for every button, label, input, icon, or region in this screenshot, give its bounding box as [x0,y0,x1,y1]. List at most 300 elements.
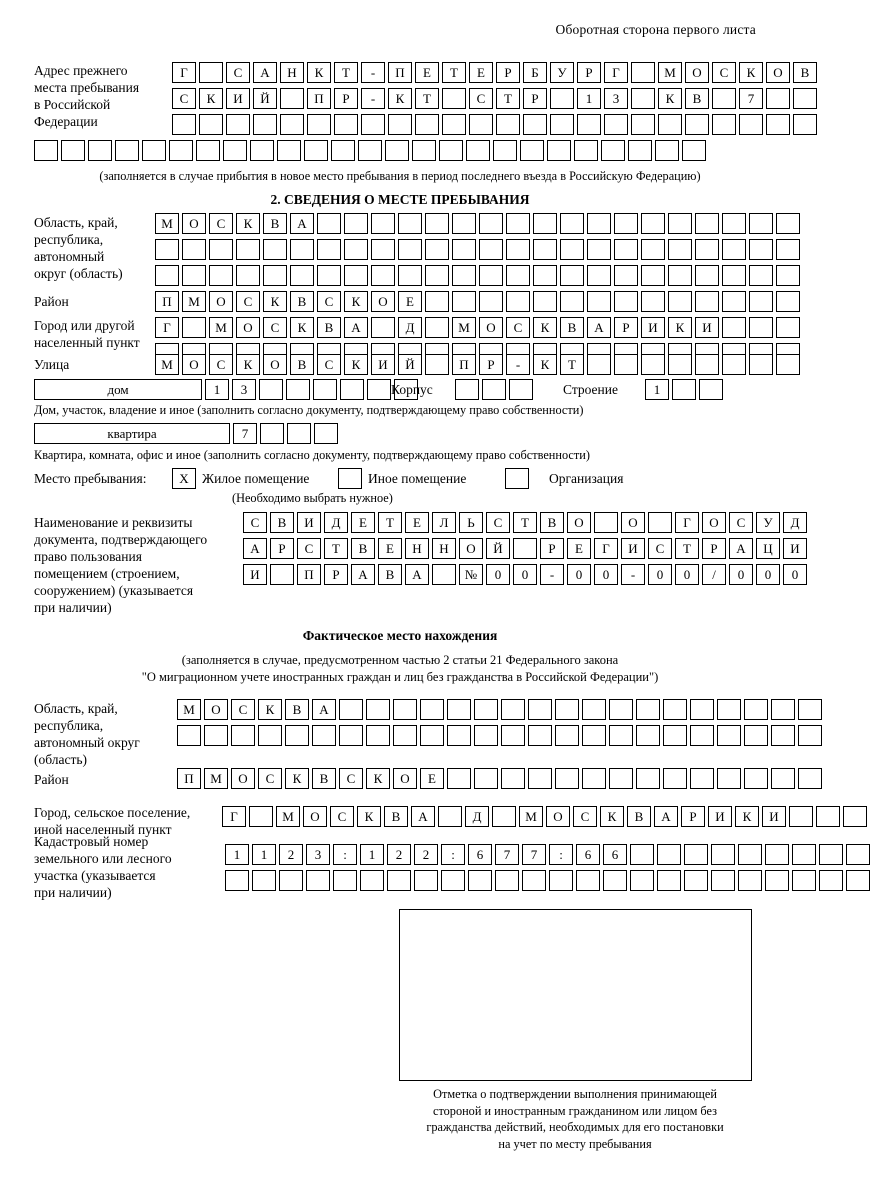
stroenie-cell-1[interactable]: 1 [645,379,669,400]
district-cell-14[interactable] [506,291,530,312]
document-row-1[interactable] [243,512,810,533]
prev-address-r1-cell-14[interactable]: Б [523,62,547,83]
flat-cell-3[interactable] [287,423,311,444]
actual-city-cell-13[interactable]: О [546,806,570,827]
document-r3-cell-1[interactable]: И [243,564,267,585]
city-r1-cell-8[interactable]: А [344,317,368,338]
prev-address-r4-cell-5[interactable] [142,140,166,161]
document-r1-cell-13[interactable]: О [567,512,591,533]
cadastral-r1-cell-14[interactable]: 6 [576,844,600,865]
street-cell-10[interactable]: Й [398,354,422,375]
district-cell-16[interactable] [560,291,584,312]
prev-address-r3-cell-17[interactable] [604,114,628,135]
actual-district-cell-10[interactable]: Е [420,768,444,789]
prev-address-r2-cell-22[interactable]: 7 [739,88,763,109]
region-r3-cell-9[interactable] [371,265,395,286]
actual-city-cell-1[interactable]: Г [222,806,246,827]
actual-district-cell-1[interactable]: П [177,768,201,789]
document-r2-cell-18[interactable]: Р [702,538,726,559]
district-cell-13[interactable] [479,291,503,312]
document-r1-cell-17[interactable]: Г [675,512,699,533]
prev-address-r2-cell-14[interactable]: Р [523,88,547,109]
city-r1-cell-12[interactable]: М [452,317,476,338]
street-cell-20[interactable] [668,354,692,375]
city-r1-cell-24[interactable] [776,317,800,338]
cadastral-r2-cell-21[interactable] [765,870,789,891]
prev-address-r1-cell-4[interactable]: А [253,62,277,83]
flat-cell-1[interactable]: 7 [233,423,257,444]
district-cell-1[interactable]: П [155,291,179,312]
document-r3-cell-20[interactable]: 0 [756,564,780,585]
prev-address-r2-cell-19[interactable]: К [658,88,682,109]
document-r2-cell-19[interactable]: А [729,538,753,559]
prev-address-r3-cell-9[interactable] [388,114,412,135]
prev-address-r1-cell-10[interactable]: Е [415,62,439,83]
prev-address-r1-cell-1[interactable]: Г [172,62,196,83]
cadastral-r2-cell-5[interactable] [333,870,357,891]
street-cell-9[interactable]: И [371,354,395,375]
cadastral-r2-cell-20[interactable] [738,870,762,891]
cadastral-r1-cell-3[interactable]: 2 [279,844,303,865]
region-r1-cell-5[interactable]: В [263,213,287,234]
cadastral-r2-cell-2[interactable] [252,870,276,891]
document-r3-cell-21[interactable]: 0 [783,564,807,585]
prev-address-r4-cell-12[interactable] [331,140,355,161]
actual-region-r1-cell-3[interactable]: С [231,699,255,720]
actual-city-cell-24[interactable] [843,806,867,827]
street-cell-24[interactable] [776,354,800,375]
region-r1-cell-22[interactable] [722,213,746,234]
actual-district-cell-17[interactable] [609,768,633,789]
document-r2-cell-20[interactable]: Ц [756,538,780,559]
checkbox-organizaciya[interactable] [505,468,529,489]
region-r1-cell-10[interactable] [398,213,422,234]
district-cell-19[interactable] [641,291,665,312]
actual-region-r2-cell-13[interactable] [501,725,525,746]
document-r2-cell-11[interactable] [513,538,537,559]
street-cell-11[interactable] [425,354,449,375]
street-cell-23[interactable] [749,354,773,375]
prev-address-r2-cell-24[interactable] [793,88,817,109]
region-r1-cell-8[interactable] [344,213,368,234]
cadastral-r1-cell-2[interactable]: 1 [252,844,276,865]
district-cell-5[interactable]: К [263,291,287,312]
cadastral-r1-cell-19[interactable] [711,844,735,865]
house-cell-5[interactable] [313,379,337,400]
prev-address-r1-cell-12[interactable]: Е [469,62,493,83]
prev-address-r2-cell-20[interactable]: В [685,88,709,109]
cadastral-r1-cell-15[interactable]: 6 [603,844,627,865]
prev-address-r1-cell-5[interactable]: Н [280,62,304,83]
actual-region-r1-cell-15[interactable] [555,699,579,720]
actual-district-cell-18[interactable] [636,768,660,789]
region-r2-cell-4[interactable] [236,239,260,260]
actual-city-cell-3[interactable]: М [276,806,300,827]
actual-region-r1-cell-22[interactable] [744,699,768,720]
prev-address-r3-cell-10[interactable] [415,114,439,135]
district-cell-3[interactable]: О [209,291,233,312]
prev-address-r4-cell-3[interactable] [88,140,112,161]
document-r2-cell-15[interactable]: И [621,538,645,559]
cadastral-r1-cell-24[interactable] [846,844,870,865]
actual-region-r2-cell-10[interactable] [420,725,444,746]
actual-region-r2-cell-1[interactable] [177,725,201,746]
prev-address-r3-cell-5[interactable] [280,114,304,135]
actual-region-r1-cell-11[interactable] [447,699,471,720]
cadastral-r2-cell-11[interactable] [495,870,519,891]
document-r1-cell-2[interactable]: В [270,512,294,533]
region-r3-cell-13[interactable] [479,265,503,286]
region-r2-cell-21[interactable] [695,239,719,260]
prev-address-r1-cell-24[interactable]: В [793,62,817,83]
actual-region-r2-cell-8[interactable] [366,725,390,746]
actual-region-r1-cell-24[interactable] [798,699,822,720]
region-row-1[interactable] [155,213,803,234]
korpus-cell-2[interactable] [482,379,506,400]
region-r3-cell-14[interactable] [506,265,530,286]
document-r3-cell-3[interactable]: П [297,564,321,585]
actual-district-cell-11[interactable] [447,768,471,789]
prev-address-r3-cell-1[interactable] [172,114,196,135]
cadastral-r2-cell-13[interactable] [549,870,573,891]
actual-city-cell-4[interactable]: О [303,806,327,827]
prev-address-r3-cell-4[interactable] [253,114,277,135]
prev-address-r4-cell-20[interactable] [547,140,571,161]
house-cell-1[interactable]: 1 [205,379,229,400]
region-r3-cell-20[interactable] [668,265,692,286]
actual-region-r2-cell-9[interactable] [393,725,417,746]
region-r2-cell-2[interactable] [182,239,206,260]
street-cell-3[interactable]: С [209,354,233,375]
cadastral-r1-cell-16[interactable] [630,844,654,865]
actual-city-cell-21[interactable]: И [762,806,786,827]
region-r2-cell-14[interactable] [506,239,530,260]
city-r1-cell-19[interactable]: И [641,317,665,338]
document-r1-cell-8[interactable]: Л [432,512,456,533]
actual-city-cell-2[interactable] [249,806,273,827]
prev-address-r4-cell-24[interactable] [655,140,679,161]
region-r3-cell-18[interactable] [614,265,638,286]
street-cell-5[interactable]: О [263,354,287,375]
actual-district-cell-14[interactable] [528,768,552,789]
actual-city-cell-7[interactable]: В [384,806,408,827]
prev-address-r3-cell-18[interactable] [631,114,655,135]
prev-address-r3-cell-3[interactable] [226,114,250,135]
prev-address-r3-cell-14[interactable] [523,114,547,135]
cadastral-r2-cell-9[interactable] [441,870,465,891]
region-r3-cell-17[interactable] [587,265,611,286]
actual-city-cell-17[interactable]: А [654,806,678,827]
region-r1-cell-12[interactable] [452,213,476,234]
prev-address-r1-cell-23[interactable]: О [766,62,790,83]
document-r2-cell-7[interactable]: Н [405,538,429,559]
region-r3-cell-2[interactable] [182,265,206,286]
prev-address-r2-cell-7[interactable]: Р [334,88,358,109]
actual-city-cell-11[interactable] [492,806,516,827]
actual-region-r2-cell-15[interactable] [555,725,579,746]
region-r1-cell-2[interactable]: О [182,213,206,234]
actual-region-r1-cell-4[interactable]: К [258,699,282,720]
cadastral-r1-cell-18[interactable] [684,844,708,865]
document-r3-cell-10[interactable]: 0 [486,564,510,585]
document-r1-cell-15[interactable]: О [621,512,645,533]
prev-address-r1-cell-11[interactable]: Т [442,62,466,83]
document-r3-cell-19[interactable]: 0 [729,564,753,585]
document-r3-cell-14[interactable]: 0 [594,564,618,585]
actual-region-r1-cell-10[interactable] [420,699,444,720]
prev-address-r3-cell-24[interactable] [793,114,817,135]
street-cell-19[interactable] [641,354,665,375]
prev-address-r1-cell-6[interactable]: К [307,62,331,83]
cadastral-r1-cell-23[interactable] [819,844,843,865]
city-r1-cell-13[interactable]: О [479,317,503,338]
actual-region-r2-cell-14[interactable] [528,725,552,746]
prev-address-r1-cell-9[interactable]: П [388,62,412,83]
korpus-cell-3[interactable] [509,379,533,400]
actual-city-cell-18[interactable]: Р [681,806,705,827]
prev-address-r1-cell-16[interactable]: Р [577,62,601,83]
actual-district-cell-6[interactable]: В [312,768,336,789]
prev-address-r1-cell-20[interactable]: О [685,62,709,83]
prev-address-r1-cell-2[interactable] [199,62,223,83]
prev-address-r4-cell-11[interactable] [304,140,328,161]
document-r3-cell-6[interactable]: В [378,564,402,585]
region-r2-cell-23[interactable] [749,239,773,260]
flat-number-row[interactable] [233,423,341,444]
region-r2-cell-6[interactable] [290,239,314,260]
stroenie-row[interactable] [645,379,726,400]
district-cell-2[interactable]: М [182,291,206,312]
actual-region-r2-cell-18[interactable] [636,725,660,746]
prev-address-r1-cell-22[interactable]: К [739,62,763,83]
actual-region-r2-cell-16[interactable] [582,725,606,746]
document-r2-cell-21[interactable]: И [783,538,807,559]
city-r1-cell-3[interactable]: М [209,317,233,338]
cadastral-r2-cell-15[interactable] [603,870,627,891]
street-cell-2[interactable]: О [182,354,206,375]
actual-region-r2-cell-21[interactable] [717,725,741,746]
region-r1-cell-7[interactable] [317,213,341,234]
actual-region-r1-cell-2[interactable]: О [204,699,228,720]
document-r1-cell-3[interactable]: И [297,512,321,533]
prev-address-r4-cell-2[interactable] [61,140,85,161]
cadastral-r1-cell-12[interactable]: 7 [522,844,546,865]
stroenie-cell-2[interactable] [672,379,696,400]
region-r3-cell-24[interactable] [776,265,800,286]
city-r1-cell-21[interactable]: И [695,317,719,338]
prev-address-r2-cell-13[interactable]: Т [496,88,520,109]
stamp-box[interactable] [399,909,752,1081]
city-r1-cell-15[interactable]: К [533,317,557,338]
prev-address-r4-cell-21[interactable] [574,140,598,161]
district-cell-23[interactable] [749,291,773,312]
actual-district-cell-22[interactable] [744,768,768,789]
actual-city-row[interactable] [222,806,870,827]
actual-region-r1-cell-16[interactable] [582,699,606,720]
prev-address-r2-cell-9[interactable]: К [388,88,412,109]
city-r1-cell-10[interactable]: Д [398,317,422,338]
region-r1-cell-15[interactable] [533,213,557,234]
actual-district-cell-2[interactable]: М [204,768,228,789]
city-r1-cell-5[interactable]: С [263,317,287,338]
district-cell-6[interactable]: В [290,291,314,312]
region-row-2[interactable] [155,239,803,260]
actual-city-cell-10[interactable]: Д [465,806,489,827]
flat-cell-4[interactable] [314,423,338,444]
prev-address-r3-cell-7[interactable] [334,114,358,135]
prev-address-r4-cell-22[interactable] [601,140,625,161]
actual-region-r2-cell-2[interactable] [204,725,228,746]
region-r3-cell-6[interactable] [290,265,314,286]
prev-address-r2-cell-12[interactable]: С [469,88,493,109]
house-number-row[interactable] [205,379,421,400]
korpus-cell-1[interactable] [455,379,479,400]
prev-address-r4-cell-19[interactable] [520,140,544,161]
cadastral-r2-cell-3[interactable] [279,870,303,891]
document-r1-cell-4[interactable]: Д [324,512,348,533]
actual-region-r1-cell-8[interactable] [366,699,390,720]
document-r3-cell-2[interactable] [270,564,294,585]
region-r2-cell-18[interactable] [614,239,638,260]
prev-address-r2-cell-3[interactable]: И [226,88,250,109]
prev-address-r4-cell-9[interactable] [250,140,274,161]
region-r2-cell-1[interactable] [155,239,179,260]
region-r1-cell-16[interactable] [560,213,584,234]
cadastral-r2-cell-12[interactable] [522,870,546,891]
checkbox-zhiloe[interactable]: Х [172,468,196,489]
region-r3-cell-7[interactable] [317,265,341,286]
district-cell-9[interactable]: О [371,291,395,312]
actual-district-cell-24[interactable] [798,768,822,789]
cadastral-r1-cell-8[interactable]: 2 [414,844,438,865]
prev-address-r2-cell-15[interactable] [550,88,574,109]
prev-address-r2-cell-4[interactable]: Й [253,88,277,109]
prev-address-row-1[interactable] [172,62,820,83]
cadastral-r1-cell-4[interactable]: 3 [306,844,330,865]
korpus-row[interactable] [455,379,536,400]
prev-address-r4-cell-14[interactable] [385,140,409,161]
city-r1-cell-20[interactable]: К [668,317,692,338]
region-r2-cell-5[interactable] [263,239,287,260]
prev-address-r2-cell-6[interactable]: П [307,88,331,109]
actual-region-r1-cell-17[interactable] [609,699,633,720]
region-r3-cell-5[interactable] [263,265,287,286]
actual-region-r2-cell-24[interactable] [798,725,822,746]
actual-region-row-1[interactable] [177,699,825,720]
document-r2-cell-17[interactable]: Т [675,538,699,559]
region-r2-cell-17[interactable] [587,239,611,260]
prev-address-r3-cell-21[interactable] [712,114,736,135]
document-r1-cell-21[interactable]: Д [783,512,807,533]
cadastral-r2-cell-18[interactable] [684,870,708,891]
document-r2-cell-13[interactable]: Е [567,538,591,559]
region-r2-cell-22[interactable] [722,239,746,260]
prev-address-r4-cell-13[interactable] [358,140,382,161]
document-r2-cell-3[interactable]: С [297,538,321,559]
house-cell-6[interactable] [340,379,364,400]
prev-address-row-3[interactable] [172,114,820,135]
prev-address-r1-cell-17[interactable]: Г [604,62,628,83]
region-r2-cell-3[interactable] [209,239,233,260]
document-r1-cell-9[interactable]: Ь [459,512,483,533]
city-r1-cell-16[interactable]: В [560,317,584,338]
actual-region-r2-cell-17[interactable] [609,725,633,746]
prev-address-r3-cell-8[interactable] [361,114,385,135]
district-cell-8[interactable]: К [344,291,368,312]
actual-region-r1-cell-20[interactable] [690,699,714,720]
actual-region-r1-cell-14[interactable] [528,699,552,720]
district-cell-21[interactable] [695,291,719,312]
region-r3-cell-11[interactable] [425,265,449,286]
region-r3-cell-12[interactable] [452,265,476,286]
street-cell-1[interactable]: М [155,354,179,375]
region-r1-cell-20[interactable] [668,213,692,234]
cadastral-r2-cell-22[interactable] [792,870,816,891]
actual-region-r1-cell-1[interactable]: М [177,699,201,720]
cadastral-r1-cell-10[interactable]: 6 [468,844,492,865]
checkbox-inoe[interactable] [338,468,362,489]
region-r3-cell-21[interactable] [695,265,719,286]
prev-address-r2-cell-23[interactable] [766,88,790,109]
document-r3-cell-5[interactable]: А [351,564,375,585]
house-cell-7[interactable] [367,379,391,400]
region-r1-cell-1[interactable]: М [155,213,179,234]
actual-region-r2-cell-4[interactable] [258,725,282,746]
street-cell-16[interactable]: Т [560,354,584,375]
prev-address-r4-cell-16[interactable] [439,140,463,161]
actual-region-r2-cell-3[interactable] [231,725,255,746]
street-cell-18[interactable] [614,354,638,375]
actual-district-cell-4[interactable]: С [258,768,282,789]
prev-address-r2-cell-10[interactable]: Т [415,88,439,109]
prev-address-row-2[interactable] [172,88,820,109]
document-r1-cell-20[interactable]: У [756,512,780,533]
region-r1-cell-21[interactable] [695,213,719,234]
house-cell-3[interactable] [259,379,283,400]
street-cell-15[interactable]: К [533,354,557,375]
actual-district-cell-15[interactable] [555,768,579,789]
document-r1-cell-14[interactable] [594,512,618,533]
street-cell-21[interactable] [695,354,719,375]
document-r3-cell-4[interactable]: Р [324,564,348,585]
cadastral-r2-cell-23[interactable] [819,870,843,891]
prev-address-r3-cell-11[interactable] [442,114,466,135]
document-r2-cell-16[interactable]: С [648,538,672,559]
document-r3-cell-15[interactable]: - [621,564,645,585]
actual-city-cell-14[interactable]: С [573,806,597,827]
prev-address-r2-cell-18[interactable] [631,88,655,109]
street-cell-6[interactable]: В [290,354,314,375]
district-cell-10[interactable]: Е [398,291,422,312]
document-r3-cell-18[interactable]: / [702,564,726,585]
region-r3-cell-15[interactable] [533,265,557,286]
actual-district-row[interactable] [177,768,825,789]
region-r1-cell-11[interactable] [425,213,449,234]
prev-address-r3-cell-6[interactable] [307,114,331,135]
region-r3-cell-16[interactable] [560,265,584,286]
street-cell-14[interactable]: - [506,354,530,375]
cadastral-r2-cell-4[interactable] [306,870,330,891]
prev-address-r4-cell-15[interactable] [412,140,436,161]
street-row[interactable] [155,354,803,375]
region-r3-cell-23[interactable] [749,265,773,286]
city-r1-cell-9[interactable] [371,317,395,338]
prev-address-r3-cell-2[interactable] [199,114,223,135]
city-r1-cell-2[interactable] [182,317,206,338]
prev-address-r4-cell-1[interactable] [34,140,58,161]
document-r1-cell-5[interactable]: Е [351,512,375,533]
street-cell-4[interactable]: К [236,354,260,375]
